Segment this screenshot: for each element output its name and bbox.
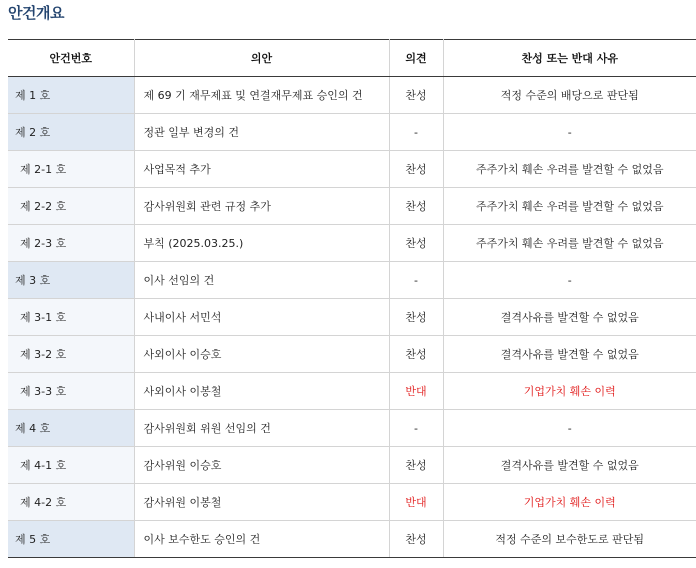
vote-opinion: 찬성 [389, 299, 443, 336]
vote-opinion: 찬성 [389, 447, 443, 484]
vote-opinion: - [389, 410, 443, 447]
vote-opinion: 반대 [389, 484, 443, 521]
vote-opinion: 찬성 [389, 151, 443, 188]
vote-opinion: 찬성 [389, 336, 443, 373]
vote-reason: 결격사유를 발견할 수 없었음 [443, 336, 696, 373]
agenda-number: 제 3-1 호 [8, 299, 134, 336]
vote-reason: - [443, 410, 696, 447]
table-row [8, 262, 696, 299]
agenda-number: 제 2 호 [8, 114, 134, 151]
table-row [8, 447, 696, 484]
table-row [8, 484, 696, 521]
agenda-number: 제 4-1 호 [8, 447, 134, 484]
vote-opinion: 찬성 [389, 225, 443, 262]
vote-reason: 주주가치 훼손 우려를 발견할 수 없었음 [443, 188, 696, 225]
vote-reason: 결격사유를 발견할 수 없었음 [443, 299, 696, 336]
table-row [8, 299, 696, 336]
column-header-agenda: 의안 [134, 40, 389, 77]
agenda-title: 제 69 기 재무제표 및 연결재무제표 승인의 건 [134, 77, 389, 114]
agenda-number: 제 2-3 호 [8, 225, 134, 262]
agenda-number: 제 3-2 호 [8, 336, 134, 373]
table-row [8, 336, 696, 373]
table-header-row [8, 40, 696, 77]
vote-opinion: 찬성 [389, 188, 443, 225]
column-header-number: 안건번호 [8, 40, 134, 77]
agenda-title: 정관 일부 변경의 건 [134, 114, 389, 151]
vote-reason: 주주가치 훼손 우려를 발견할 수 없었음 [443, 151, 696, 188]
table-row [8, 77, 696, 114]
vote-reason: 적정 수준의 보수한도로 판단됨 [443, 521, 696, 558]
vote-opinion: 찬성 [389, 77, 443, 114]
agenda-number: 제 2-2 호 [8, 188, 134, 225]
vote-reason: - [443, 114, 696, 151]
vote-reason: 기업가치 훼손 이력 [443, 484, 696, 521]
vote-reason: 결격사유를 발견할 수 없었음 [443, 447, 696, 484]
agenda-number: 제 4-2 호 [8, 484, 134, 521]
vote-reason: - [443, 262, 696, 299]
agenda-title: 사외이사 이봉철 [134, 373, 389, 410]
agenda-number: 제 2-1 호 [8, 151, 134, 188]
agenda-title: 이사 보수한도 승인의 건 [134, 521, 389, 558]
agenda-number: 제 1 호 [8, 77, 134, 114]
page-title: 안건개요 [8, 4, 64, 22]
table-row [8, 151, 696, 188]
table-row [8, 114, 696, 151]
agenda-title: 감사위원회 관련 규정 추가 [134, 188, 389, 225]
vote-reason: 적정 수준의 배당으로 판단됨 [443, 77, 696, 114]
vote-opinion: - [389, 262, 443, 299]
agenda-number: 제 4 호 [8, 410, 134, 447]
agenda-title: 감사위원회 위원 선임의 건 [134, 410, 389, 447]
column-header-reason: 찬성 또는 반대 사유 [443, 40, 696, 77]
vote-reason: 주주가치 훼손 우려를 발견할 수 없었음 [443, 225, 696, 262]
table-row [8, 410, 696, 447]
vote-reason: 기업가치 훼손 이력 [443, 373, 696, 410]
agenda-title: 감사위원 이승호 [134, 447, 389, 484]
agenda-number: 제 3 호 [8, 262, 134, 299]
table-row [8, 225, 696, 262]
column-header-opinion: 의견 [389, 40, 443, 77]
agenda-title: 부칙 (2025.03.25.) [134, 225, 389, 262]
agenda-title: 이사 선임의 건 [134, 262, 389, 299]
vote-opinion: - [389, 114, 443, 151]
agenda-number: 제 3-3 호 [8, 373, 134, 410]
agenda-title: 감사위원 이봉철 [134, 484, 389, 521]
agenda-title: 사내이사 서민석 [134, 299, 389, 336]
table-row [8, 521, 696, 558]
agenda-table [8, 39, 696, 558]
agenda-title: 사업목적 추가 [134, 151, 389, 188]
vote-opinion: 반대 [389, 373, 443, 410]
agenda-number: 제 5 호 [8, 521, 134, 558]
vote-opinion: 찬성 [389, 521, 443, 558]
agenda-title: 사외이사 이승호 [134, 336, 389, 373]
table-row [8, 373, 696, 410]
table-row [8, 188, 696, 225]
